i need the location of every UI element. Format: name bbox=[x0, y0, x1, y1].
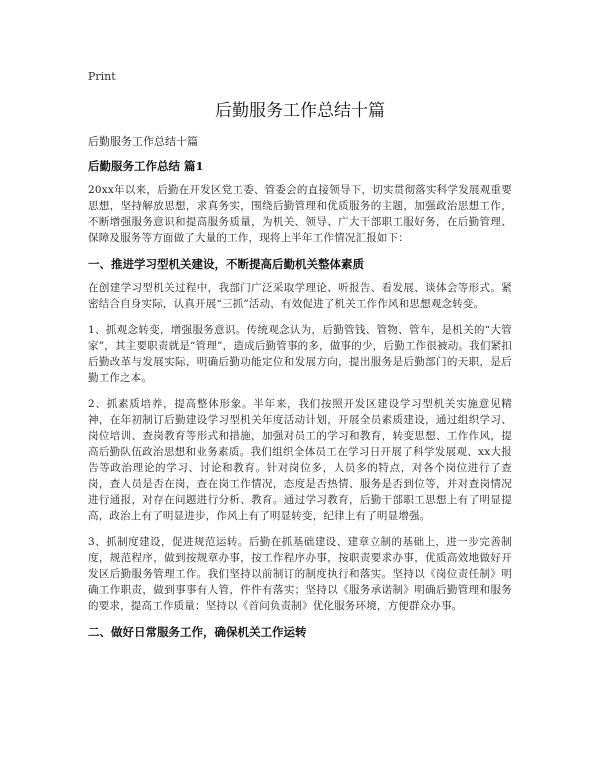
part-heading: 后勤服务工作总结 篇1 bbox=[88, 159, 204, 173]
section1-intro-paragraph: 在创建学习型机关过程中，我部门广泛采取学理论、听报告、看发展、谈体会等形式。紧密结合自身实际，认真开展“三抓”活动，有效促进了机关工作作风和思想观念转变。 bbox=[88, 282, 512, 310]
document-title: 后勤服务工作总结十篇 bbox=[215, 101, 385, 121]
document-subtitle: 后勤服务工作总结十篇 bbox=[88, 135, 198, 148]
item-paragraph-2: 2、抓素质培养，提高整体形象。半年来，我们按照开发区建设学习型机关实施意见精神，在年初制订后勤建设学习型机关年度活动计划，开展全员素质建设，通过组织学习、岗位培训、查岗教育等形式和措施，加强对员工的学习和教育，转变思想、工作作风，提高后勤队伍政治思想和业务素质。我们组织全体员工在学习日开展了科学发展观、xx大报告等政治理论的学习、讨论和教育。针对岗位多，人员多的特点，对各个岗位进行了查岗，查人员是否在岗，查在岗工作情况，态度是否热情、服务是否到位等，并对查岗情况进行通报，对存在问题进行分析、教育。通过学习教育，后勤干部职工思想上有了明显提高，政治上有了明显进步，作风上有了明显转变，纪律上有了明显增强。 bbox=[88, 398, 512, 522]
item-paragraph-3: 3、抓制度建设，促进规范运转。后勤在抓基础建设、建章立制的基础上，进一步完善制度，规范程序，做到按规章办事，按工作程序办事，按职责要求办事，优质高效地做好开发区后勤服务管理工作。我们坚持以前制订的制度执行和落实。坚持以《岗位责任制》明确工作职责，做到事事有人管，件件有落实；坚持以《服务承诺制》明确后勤管理和服务的要求，提高工作质量；坚持以《首问负责制》优化服务环境，方便群众办事。 bbox=[88, 536, 512, 612]
intro-paragraph: 20xx年以来，后勤在开发区党工委、管委会的直接领导下，切实贯彻落实科学发展观重要思想，坚持解放思想，求真务实，围绕后勤管理和优质服务的主题，加强政治思想工作，不断增强服务意识和提高服务质量，为机关、领导、广大干部职工服好务，在后勤管理、保障及服务等方面做了大量的工作，现将上半年工作情况汇报如下： bbox=[88, 184, 512, 244]
section-heading-1: 一、推进学习型机关建设，不断提高后勤机关整体素质 bbox=[88, 257, 364, 271]
item-paragraph-1: 1、抓观念转变，增强服务意识。传统观念认为，后勤管钱、管物、管车，是机关的“大管家”，其主要职责就是“管理”，造成后勤管事的多，做事的少，后勤工作很被动。我们紧扣后勤改革与发展实际，明确后勤功能定位和发展方向，提出服务是后勤部门的天职，是后勤工作之本。 bbox=[88, 324, 512, 384]
section-heading-2: 二、做好日常服务工作，确保机关工作运转 bbox=[88, 625, 307, 639]
print-label: Print bbox=[88, 70, 116, 83]
